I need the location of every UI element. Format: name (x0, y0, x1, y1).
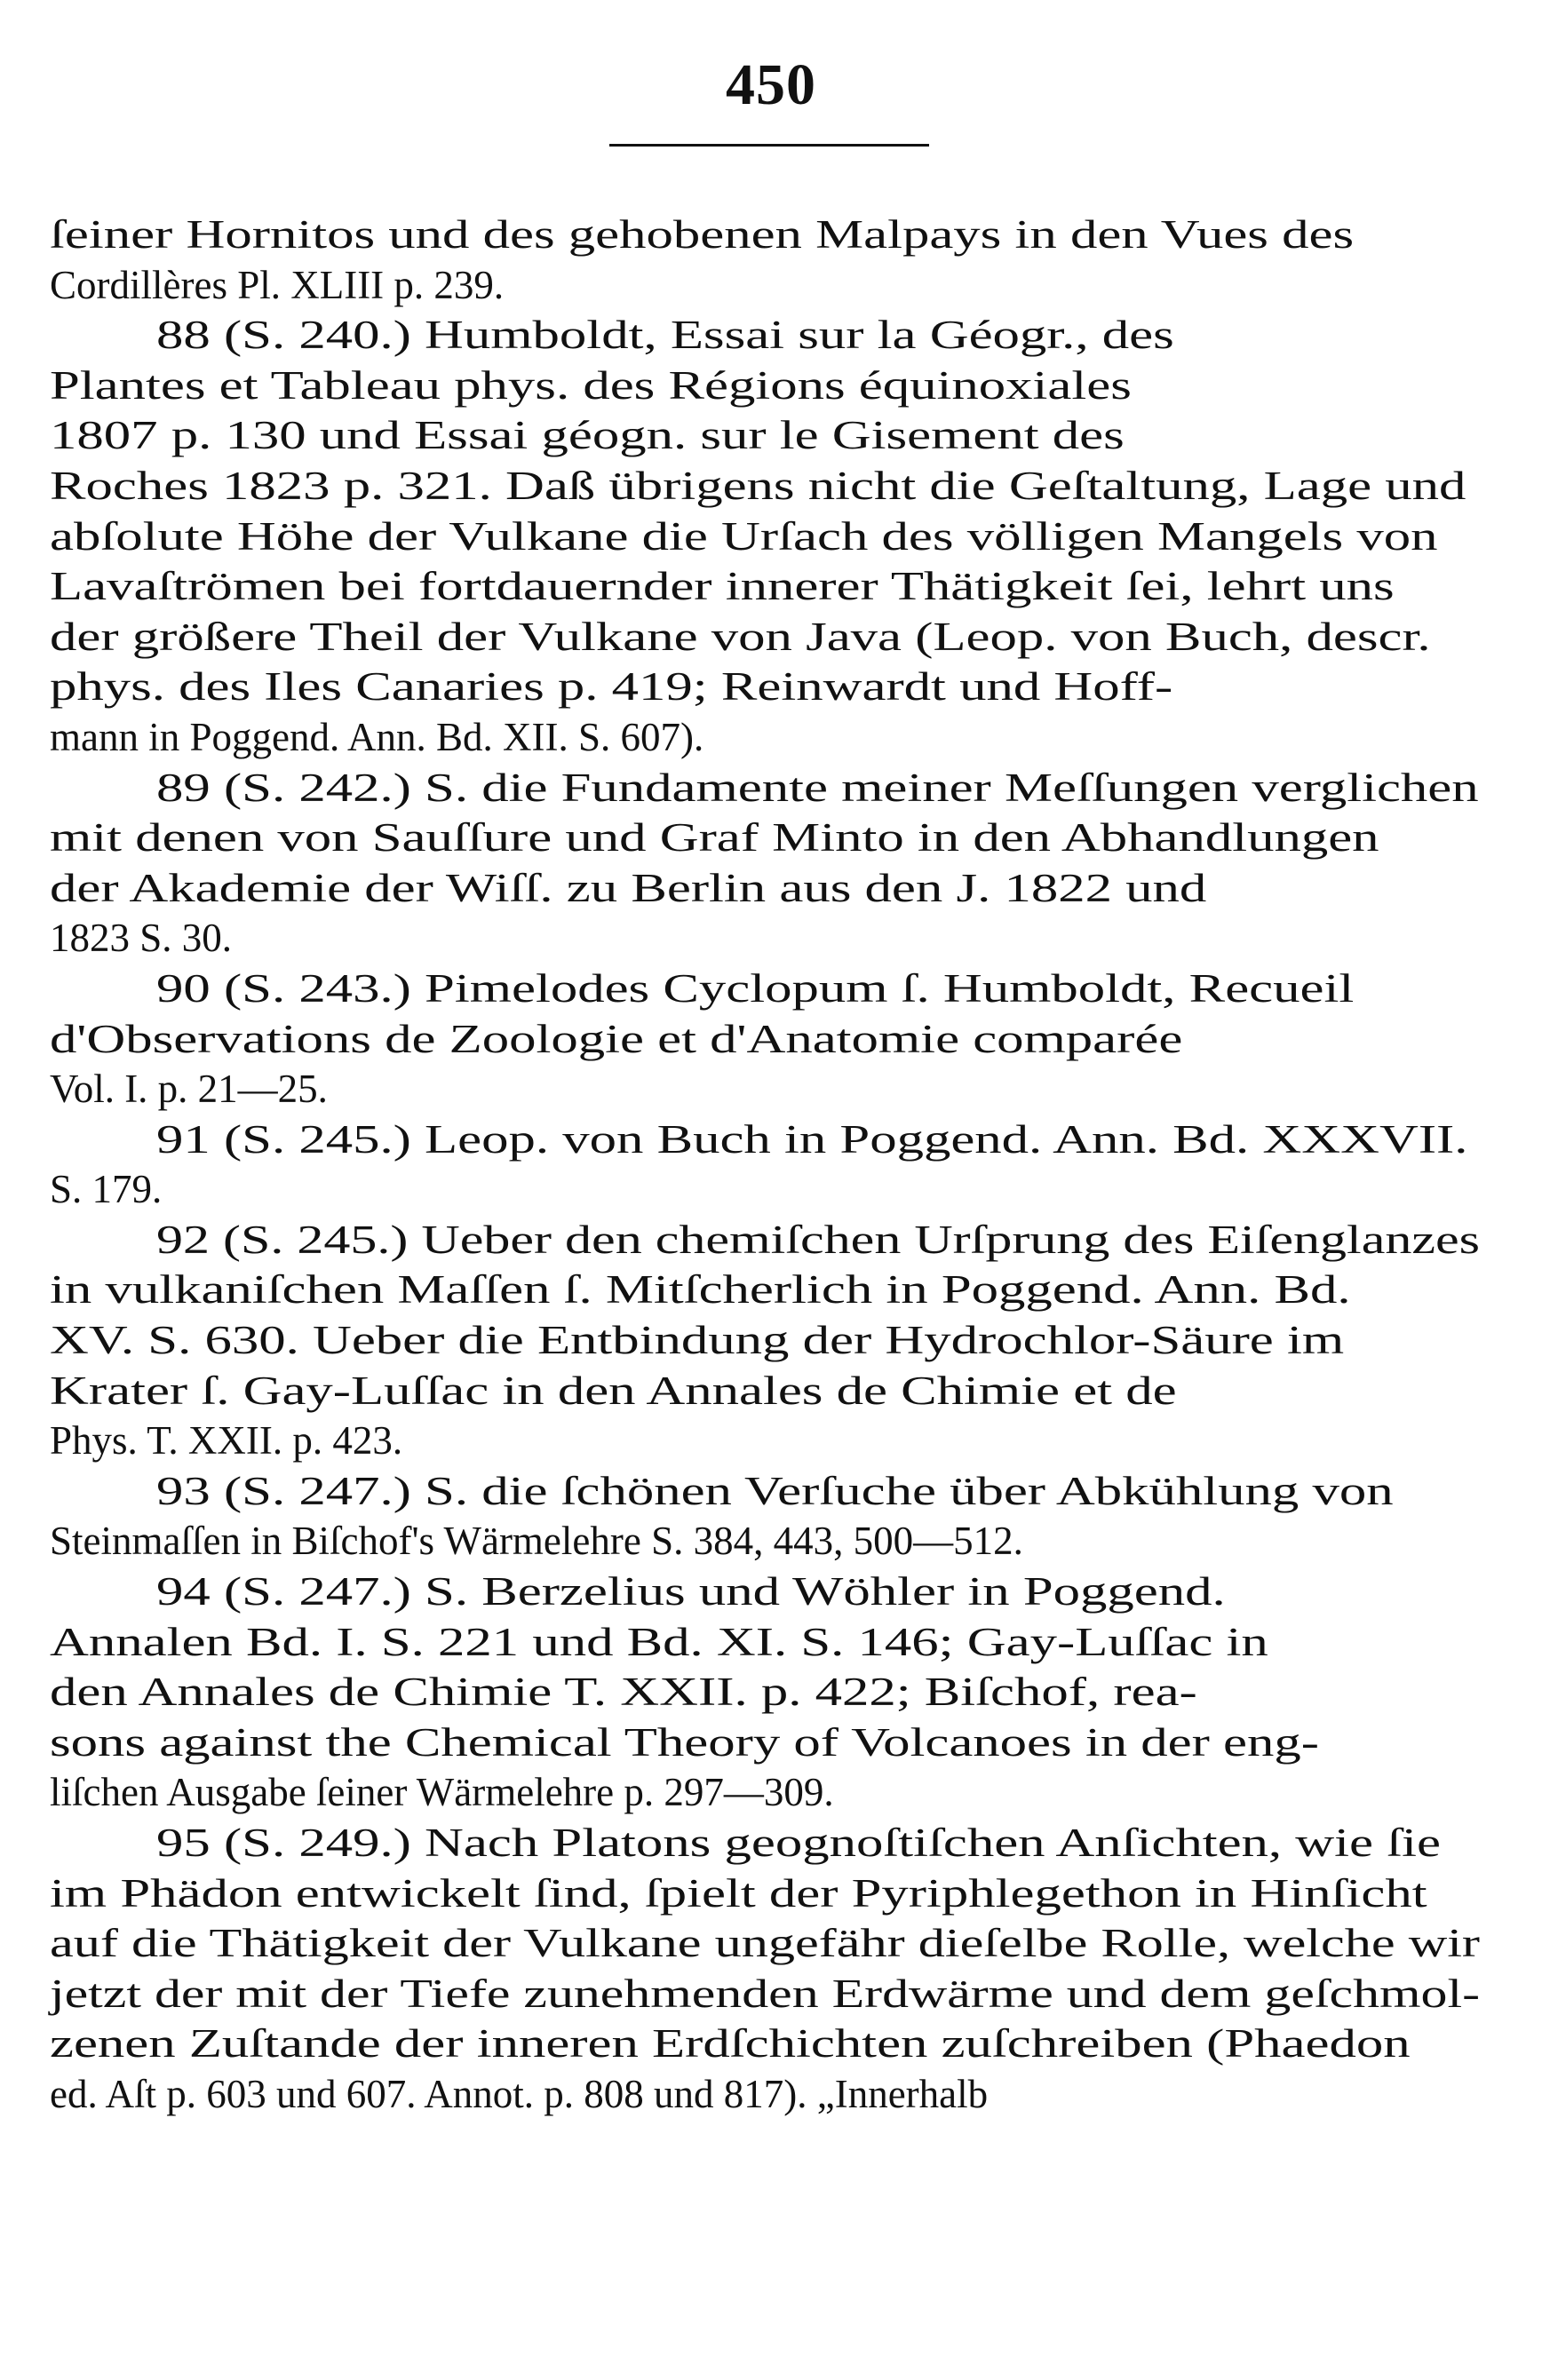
text-line-content: Krater ſ. Gay-Luſſac in den Annales de Chimie et de (50, 1368, 1177, 1413)
text-line (50, 1567, 1480, 1617)
text-line-content: Cordillères Pl. XLIII p. 239. (50, 262, 505, 307)
text-line-content: Roches 1823 p. 321. Daß übrigens nicht die Geſtaltung, Lage und (50, 463, 1466, 508)
text-line-content: XV. S. 630. Ueber die Entbindung der Hydrochlor-Säure im (50, 1318, 1345, 1363)
text-line (50, 1969, 1480, 2019)
text-line-content: Lavaſtrömen bei fortdauernder innerer Thätigkeit ſei, lehrt uns (50, 564, 1395, 609)
text-line (50, 1315, 1480, 1366)
text-line (50, 260, 1480, 311)
text-line-content: mit denen von Sauſſure und Graf Minto in den Abhandlungen (50, 815, 1379, 861)
text-line-content: 95 (S. 249.) Nach Platons geognoſtiſchen Anſichten, wie ſie (156, 1821, 1441, 1865)
text-line-content: jetzt der mit der Tiefe zunehmenden Erdwärme und dem geſchmol- (50, 1971, 1480, 2016)
text-line (50, 410, 1480, 461)
text-line (50, 361, 1480, 411)
text-line (50, 913, 1480, 964)
text-line (50, 561, 1480, 612)
text-line (50, 1366, 1480, 1416)
text-line (50, 763, 1480, 813)
text-line-content: 94 (S. 247.) S. Berzelius und Wöhler in Poggend. (156, 1569, 1226, 1614)
text-line-content: 89 (S. 242.) S. die Fundamente meiner Meſſungen verglichen (156, 765, 1479, 810)
text-line (50, 1164, 1480, 1215)
text-line (50, 1918, 1480, 1969)
text-line-content: auf die Thätigkeit der Vulkane ungefähr dieſelbe Rolle, welche wir (50, 1921, 1480, 1966)
text-line-content: 1823 S. 30. (50, 916, 233, 961)
text-line-content: den Annales de Chimie T. XXII. p. 422; Biſchof, rea- (50, 1670, 1197, 1715)
text-line (50, 1215, 1480, 1265)
text-line (50, 964, 1480, 1014)
text-line-content: d'Observations de Zoologie et d'Anatomie comparée (50, 1016, 1183, 1061)
text-line-content: sons against the Chemical Theory of Volcanoes in der eng- (50, 1719, 1319, 1765)
text-line-content: Plantes et Tableau phys. des Régions équinoxiales (50, 362, 1132, 408)
text-line-content: ed. Aſt p. 603 und 607. Annot. p. 808 und 817). „Innerhalb (50, 2071, 989, 2116)
text-line-content: mann in Poggend. Ann. Bd. XII. S. 607). (50, 714, 704, 759)
text-line-content: 90 (S. 243.) Pimelodes Cyclopum ſ. Humboldt, Recueil (156, 965, 1355, 1011)
text-line-content: liſchen Ausgabe ſeiner Wärmelehre p. 297—309. (50, 1770, 834, 1815)
text-line (50, 1767, 1480, 1818)
text-line (50, 1416, 1480, 1466)
text-line-content: Steinmaſſen in Biſchof's Wärmelehre S. 384, 443, 500—512. (50, 1519, 1023, 1564)
text-line-content: der Akademie der Wiſſ. zu Berlin aus den J. 1822 und (50, 865, 1207, 910)
text-line (50, 1265, 1480, 1315)
text-line-content: 93 (S. 247.) S. die ſchönen Verſuche über Abkühlung von (156, 1468, 1394, 1513)
text-line (50, 1014, 1480, 1065)
text-line (50, 1466, 1480, 1517)
text-line (50, 2019, 1480, 2069)
text-line-content: 92 (S. 245.) Ueber den chemiſchen Urſprung des Eiſenglanzes (156, 1217, 1480, 1262)
text-line (50, 2069, 1480, 2120)
text-line-content: abſolute Höhe der Vulkane die Urſach des völligen Mangels von (50, 513, 1438, 559)
text-line (50, 1718, 1480, 1768)
text-line-content: der größere Theil der Vulkane von Java (Leop. von Buch, descr. (50, 614, 1431, 659)
text-line-content: zenen Zuſtande der inneren Erdſchichten zuſchreiben (Phaedon (50, 2021, 1411, 2067)
text-line-content: im Phädon entwickelt ſind, ſpielt der Pyriphlegethon in Hinſicht (50, 1870, 1427, 1916)
text-line-content: 88 (S. 240.) Humboldt, Essai sur la Géogr., des (156, 313, 1174, 358)
page-number: 450 (726, 52, 816, 117)
text-line (50, 210, 1480, 260)
text-line-content: ſeiner Hornitos und des gehobenen Malpays in den Vues des (50, 212, 1355, 257)
text-line (50, 612, 1480, 662)
text-line (50, 863, 1480, 914)
text-line-content: Phys. T. XXII. p. 423. (50, 1418, 403, 1464)
text-line (50, 1516, 1480, 1567)
text-line (50, 1868, 1480, 1919)
text-line (50, 662, 1480, 712)
text-line-content: phys. des Iles Canaries p. 419; Reinwardt und Hoff- (50, 664, 1173, 710)
text-line (50, 1064, 1480, 1115)
text-line-content: Annalen Bd. I. S. 221 und Bd. XI. S. 146; Gay-Luſſac in (50, 1619, 1268, 1664)
text-line-content: 91 (S. 245.) Leop. von Buch in Poggend. Ann. Bd. XXXVII. (156, 1116, 1468, 1162)
header-rule (609, 144, 929, 147)
text-line (50, 1667, 1480, 1718)
footnote-text (50, 210, 1480, 2120)
text-line (50, 813, 1480, 863)
text-line-content: S. 179. (50, 1167, 163, 1212)
text-line (50, 310, 1480, 361)
text-line (50, 1818, 1480, 1868)
text-line-content: Vol. I. p. 21—25. (50, 1067, 328, 1112)
text-line (50, 1115, 1480, 1165)
text-line (50, 512, 1480, 562)
text-line-content: 1807 p. 130 und Essai géogn. sur le Gisement des (50, 413, 1125, 458)
text-line-content: in vulkaniſchen Maſſen ſ. Mitſcherlich in Poggend. Ann. Bd. (50, 1267, 1351, 1313)
text-line (50, 461, 1480, 512)
text-line (50, 1617, 1480, 1668)
text-line (50, 712, 1480, 763)
